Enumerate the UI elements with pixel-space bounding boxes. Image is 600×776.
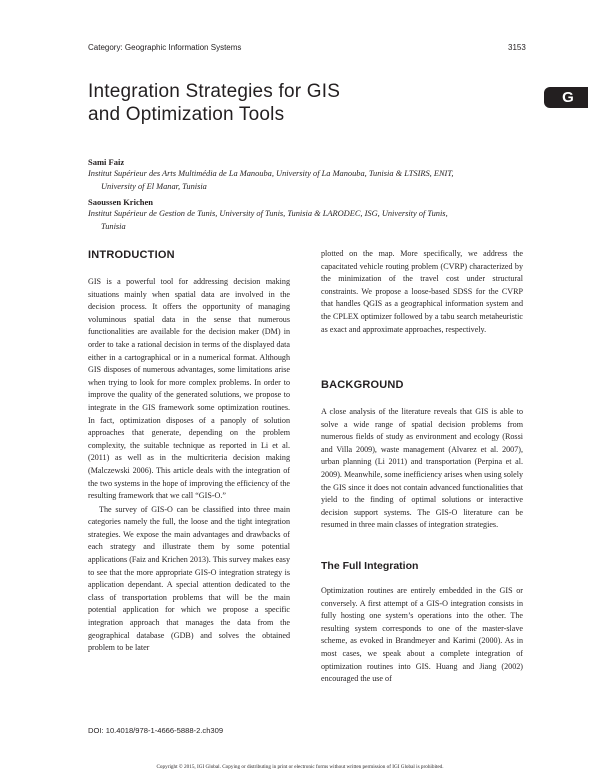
full-integration-heading: The Full Integration xyxy=(321,560,419,572)
affiliation-1-line-2: University of El Manar, Tunisia xyxy=(101,181,207,191)
category-header: Category: Geographic Information Systems xyxy=(88,43,242,52)
title-line-1: Integration Strategies for GIS xyxy=(88,81,341,102)
full-integration-text xyxy=(321,585,523,686)
left-column xyxy=(88,276,290,655)
article-title xyxy=(88,80,468,126)
affiliation-1-line-1: Institut Supérieur des Arts Multimédia de La Manouba, University of La Manouba, Tunisia & LTSIRS, ENIT, xyxy=(88,169,454,178)
author-affiliation-2 xyxy=(88,208,520,233)
background-paragraph-1: A close analysis of the literature reveals that GIS is able to solve a wide range of spatial decision problems from numerous fields of study as environment and ecology (Rossi and Villa 2009), waste management (Alvarez et al. 2007), urban planning (Li 2011) and transportation (Perpina et al. 2009). Meanwhile, some inefficiency arises when using solely the GIS since it does not contain advanced functionalities that yield to the finding of optimal solutions or interactive decision support systems. The GIS-O literature can be resumed in three main classes of integration strategies. xyxy=(321,407,523,530)
author-name-2: Saoussen Krichen xyxy=(88,197,153,207)
introduction-paragraph-3: plotted on the map. More specifically, we address the capacitated vehicle routing problem (CVRP) characterized by the minimization of the travel cost under structural constraints. We propose a loose-based SDSS for the CVRP that handles QGIS as a geographical information system and the CPLEX optimizer followed by a tabu search metaheuristic as exact and approximate approaches, respectively. xyxy=(321,249,523,334)
affiliation-2-line-1: Institut Supérieur de Gestion de Tunis, University of Tunis, Tunisia & LARODEC, ISG, University of Tunis, xyxy=(88,209,448,218)
background-heading: BACKGROUND xyxy=(321,379,404,391)
background-text xyxy=(321,406,523,532)
introduction-heading: INTRODUCTION xyxy=(88,249,175,261)
copyright-notice: Copyright © 2015, IGI Global. Copying or distributing in print or electronic forms without written permission of IGI Global is prohibited. xyxy=(156,764,444,770)
full-integration-paragraph-1: Optimization routines are entirely embedded in the GIS or conversely. A first attempt of a GIS-O integration consists in fully hosting one system’s operations into the other. The resulting system corresponds to one of the master-slave scheme, as evoked in Brandmeyer and Karimi (2000). As in most cases, we speak about a complete integration of optimization routines into GIS. Huang and Jiang (2002) encouraged the use of xyxy=(321,586,523,684)
doi-text: DOI: 10.4018/978-1-4666-5888-2.ch309 xyxy=(88,726,224,735)
introduction-paragraph-1: GIS is a powerful tool for addressing decision making situations mainly when spatial data are involved in the decision process. It offers the opportunity of managing voluminous spatial data in the sense that numerous functionalities are available for the decision maker (DM) in order to take a rational decision in terms of the displayed data either in a cartographical or in a numerical format. Although GIS disposes of numerous advantages, some limitations arise when trying to look for more complex problems. In order to improve the quality of the generated solutions, we propose to integrate in the GIS framework some optimization routines. In fact, optimization disposes of a panoply of solution approaches that generate, depending on the problem complexity, the suitable technique as reported in Li et al. (2011) as well as in the multicriteria decision making (Malczewski 2006). This article deals with the integration of the two systems in the hope of improving the efficiency of the resulting framework that we call “GIS-O.” xyxy=(88,277,290,501)
author-name-1: Sami Faiz xyxy=(88,157,125,167)
right-column-top xyxy=(321,248,523,336)
page-number: 3153 xyxy=(508,43,526,52)
section-letter-tab: G xyxy=(544,87,588,108)
affiliation-2-line-2: Tunisia xyxy=(101,221,126,231)
title-line-2: and Optimization Tools xyxy=(88,104,285,125)
introduction-paragraph-2: The survey of GIS-O can be classified into three main categories namely the full, the loose and the tight integration strategies. We expose the main advantages and drawbacks of each strategy and illustrate them by some potential applications (Faiz and Krichen 2013). This survey makes easy to see that the more appropriate GIS-O integration strategy is application dependant. A special attention dedicated to the class of transportation problems that will be the main potential application for which we propose a specific integration approach that manages the data from the geographical database (GDB) and solves the obtained problem to be later xyxy=(88,504,290,653)
author-affiliation-1 xyxy=(88,168,520,193)
